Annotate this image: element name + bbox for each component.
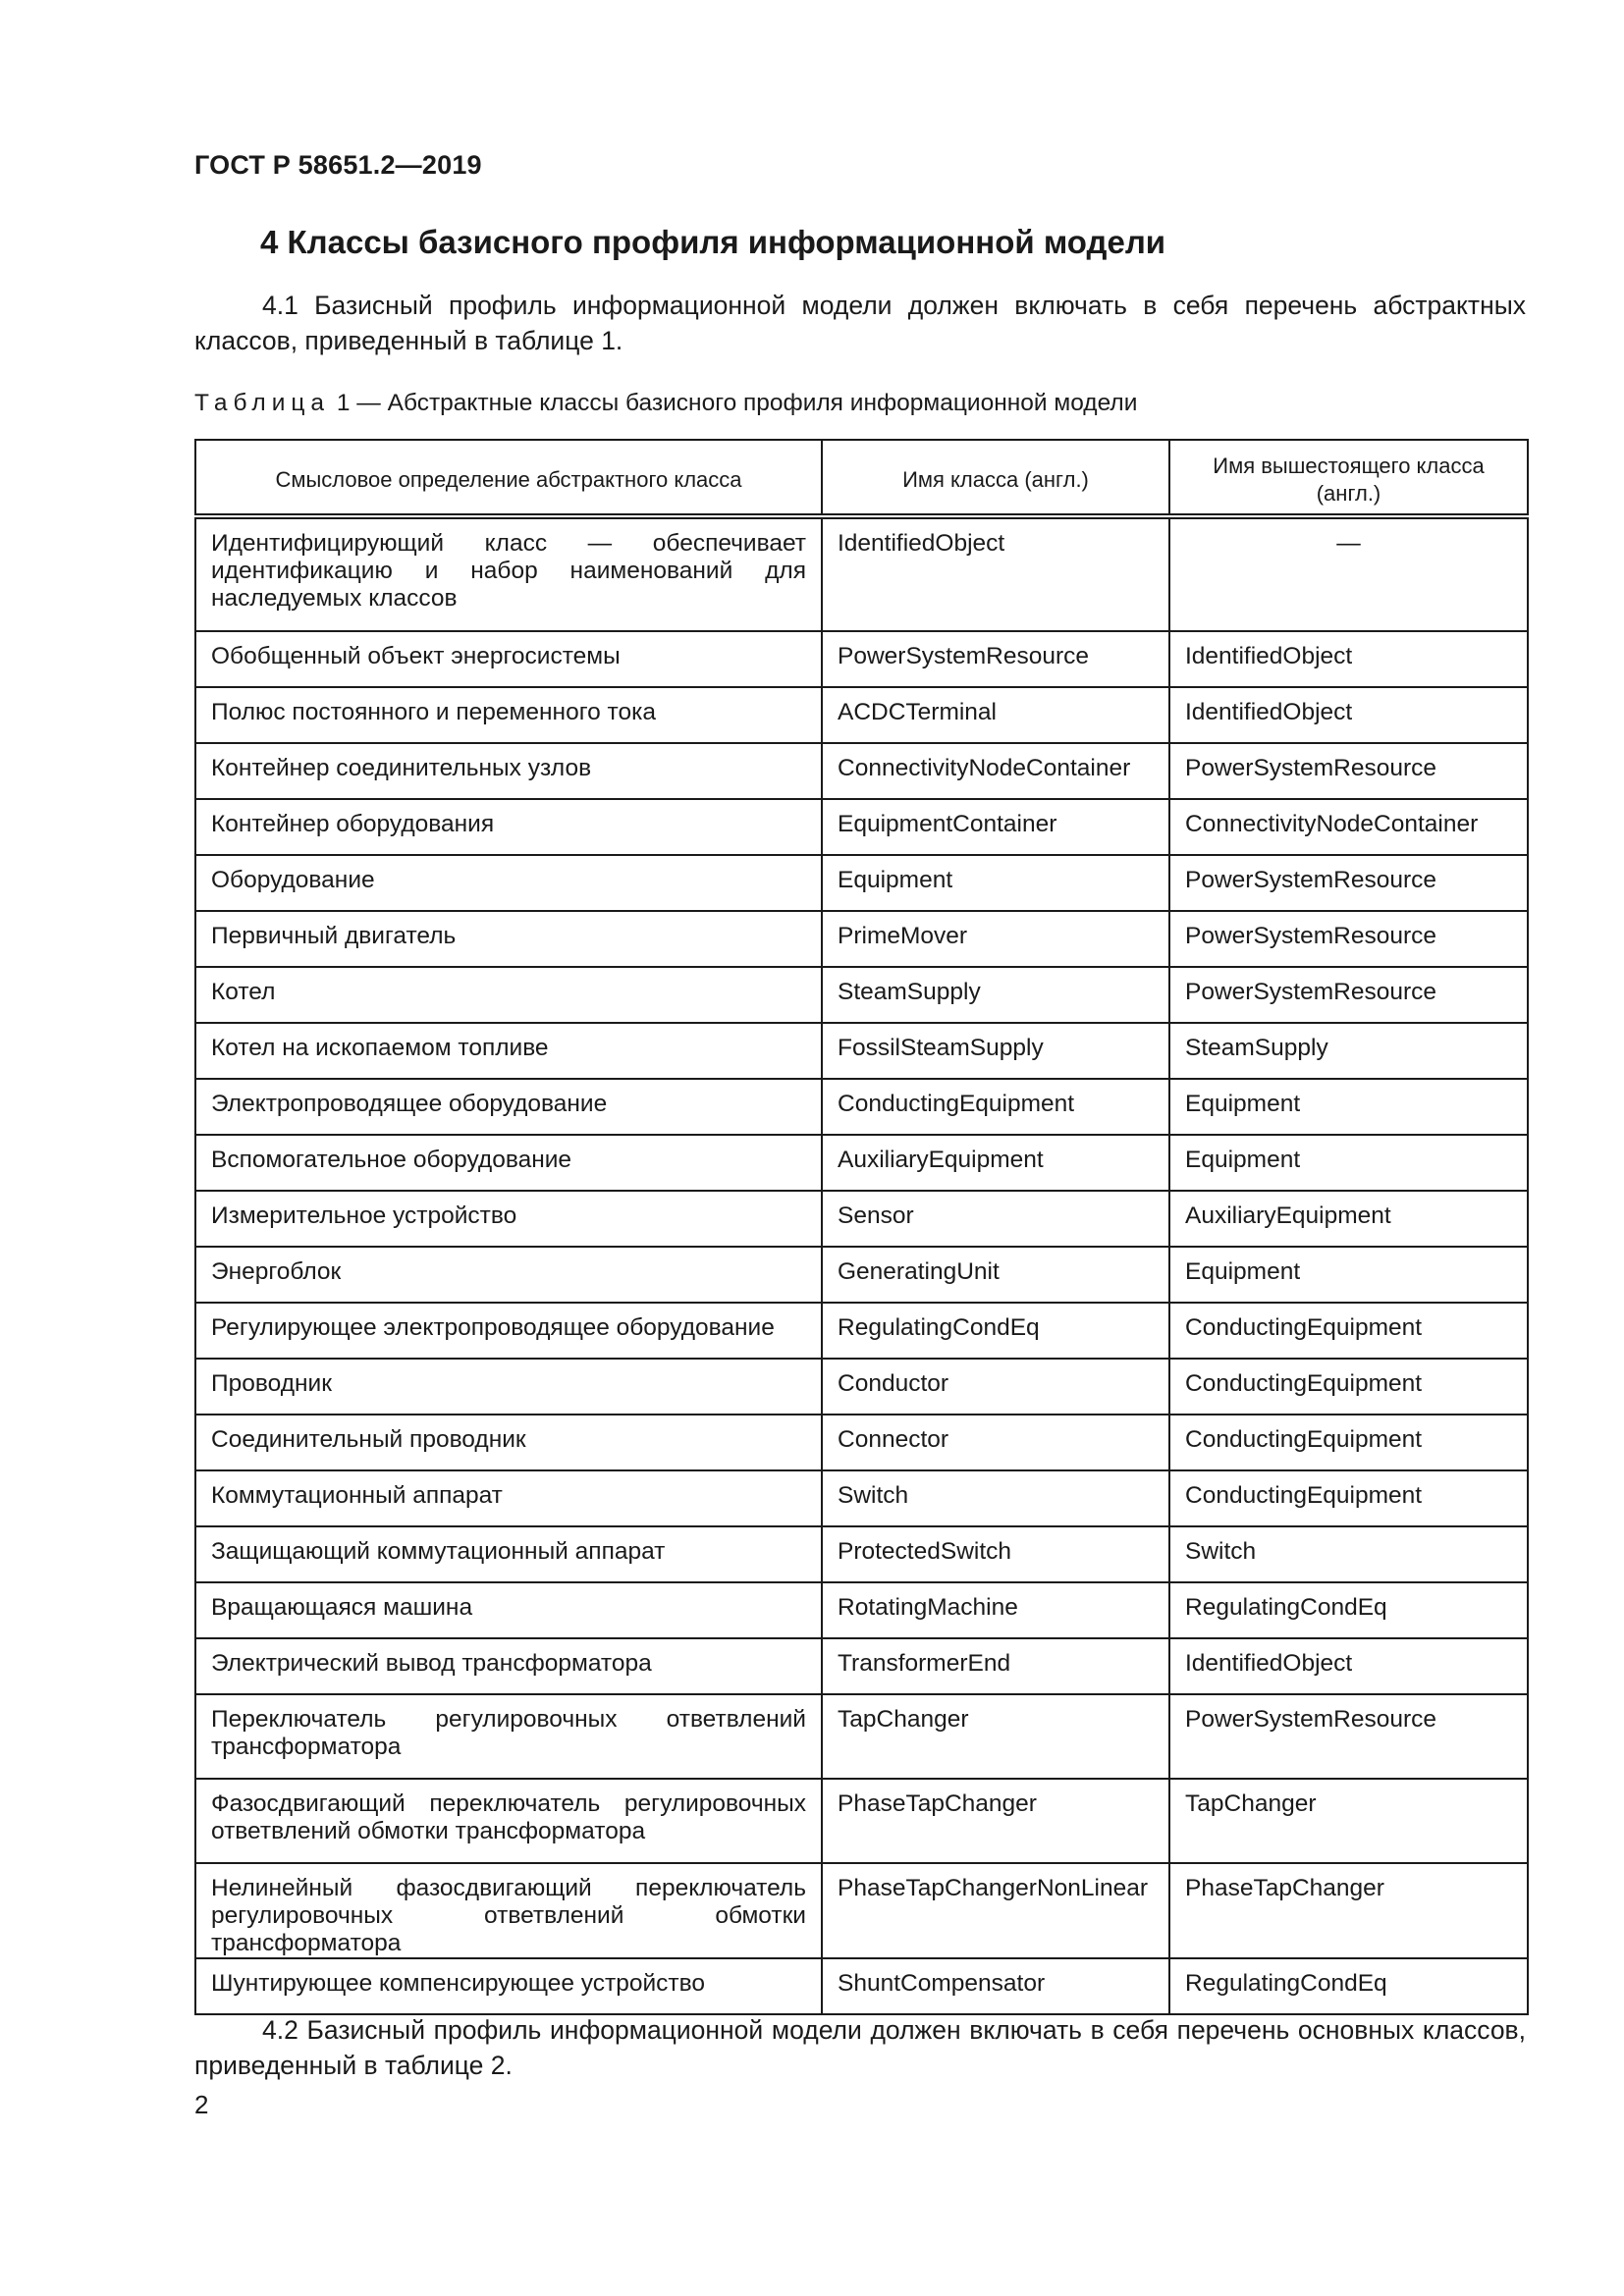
- cell-parent-class: Equipment: [1169, 1079, 1528, 1135]
- cell-parent-class: PowerSystemResource: [1169, 1694, 1528, 1779]
- cell-definition: Фазосдвигающий переключатель регулировочных ответвлений обмотки трансформатора: [195, 1779, 822, 1863]
- table-row: [195, 1958, 1528, 2014]
- header-definition: Смысловое определение абстрактного класса: [195, 440, 822, 516]
- cell-definition: Оборудование: [195, 855, 822, 911]
- cell-parent-class: PhaseTapChanger: [1169, 1863, 1528, 1958]
- header-class-name: Имя класса (англ.): [822, 440, 1169, 516]
- table-caption-label: Таблица: [194, 390, 331, 416]
- cell-definition: Измерительное устройство: [195, 1191, 822, 1247]
- cell-definition: Нелинейный фазосдвигающий переключатель регулировочных ответвлений обмотки трансформатора: [195, 1863, 822, 1958]
- cell-class-name: Sensor: [822, 1191, 1169, 1247]
- cell-definition: Идентифицирующий класс — обеспечивает идентификацию и набор наименований для наследуемых классов: [195, 516, 822, 631]
- cell-parent-class: Equipment: [1169, 1135, 1528, 1191]
- cell-definition: Контейнер соединительных узлов: [195, 743, 822, 799]
- table-row: [195, 1359, 1528, 1415]
- cell-parent-class: PowerSystemResource: [1169, 743, 1528, 799]
- cell-definition: Вращающаяся машина: [195, 1582, 822, 1638]
- table-row: [195, 1247, 1528, 1303]
- cell-class-name: EquipmentContainer: [822, 799, 1169, 855]
- cell-definition: Шунтирующее компенсирующее устройство: [195, 1958, 822, 2014]
- table-row: [195, 911, 1528, 967]
- section-title: 4 Классы базисного профиля информационной модели: [260, 224, 1166, 260]
- cell-class-name: Equipment: [822, 855, 1169, 911]
- cell-class-name: TapChanger: [822, 1694, 1169, 1779]
- cell-class-name: RotatingMachine: [822, 1582, 1169, 1638]
- cell-parent-class: ConductingEquipment: [1169, 1415, 1528, 1470]
- abstract-classes-table: [194, 439, 1529, 2015]
- cell-parent-class: Switch: [1169, 1526, 1528, 1582]
- cell-parent-class: IdentifiedObject: [1169, 687, 1528, 743]
- table-caption: [194, 390, 1137, 417]
- table-row: [195, 631, 1528, 687]
- table-header-row: [195, 440, 1528, 516]
- cell-parent-class: SteamSupply: [1169, 1023, 1528, 1079]
- cell-definition: Коммутационный аппарат: [195, 1470, 822, 1526]
- cell-parent-class: IdentifiedObject: [1169, 1638, 1528, 1694]
- table-row: [195, 1526, 1528, 1582]
- cell-parent-class: ConductingEquipment: [1169, 1303, 1528, 1359]
- cell-definition: Котел на ископаемом топливе: [195, 1023, 822, 1079]
- cell-definition: Регулирующее электропроводящее оборудование: [195, 1303, 822, 1359]
- cell-parent-class: —: [1169, 516, 1528, 631]
- cell-definition: Защищающий коммутационный аппарат: [195, 1526, 822, 1582]
- table-row: [195, 1638, 1528, 1694]
- paragraph-4-2: [194, 2012, 1526, 2083]
- table-row: [195, 1863, 1528, 1958]
- cell-class-name: SteamSupply: [822, 967, 1169, 1023]
- cell-parent-class: ConnectivityNodeContainer: [1169, 799, 1528, 855]
- cell-definition: Первичный двигатель: [195, 911, 822, 967]
- cell-class-name: PhaseTapChangerNonLinear: [822, 1863, 1169, 1958]
- cell-definition: Вспомогательное оборудование: [195, 1135, 822, 1191]
- table-row: [195, 1135, 1528, 1191]
- table-row: [195, 1779, 1528, 1863]
- cell-class-name: ACDCTerminal: [822, 687, 1169, 743]
- cell-class-name: Connector: [822, 1415, 1169, 1470]
- paragraph-4-1-text: 4.1 Базисный профиль информационной модели должен включать в себя перечень абстрактных классов, приведенный в таблице 1.: [194, 291, 1526, 355]
- cell-parent-class: ConductingEquipment: [1169, 1359, 1528, 1415]
- table-row: [195, 1303, 1528, 1359]
- cell-class-name: ShuntCompensator: [822, 1958, 1169, 2014]
- cell-parent-class: RegulatingCondEq: [1169, 1958, 1528, 2014]
- cell-class-name: PhaseTapChanger: [822, 1779, 1169, 1863]
- cell-parent-class: PowerSystemResource: [1169, 967, 1528, 1023]
- cell-parent-class: RegulatingCondEq: [1169, 1582, 1528, 1638]
- cell-definition: Обобщенный объект энергосистемы: [195, 631, 822, 687]
- cell-parent-class: TapChanger: [1169, 1779, 1528, 1863]
- cell-definition: Электрический вывод трансформатора: [195, 1638, 822, 1694]
- cell-class-name: ConnectivityNodeContainer: [822, 743, 1169, 799]
- header-parent-class: Имя вышестоящего класса (англ.): [1169, 440, 1528, 516]
- cell-class-name: ProtectedSwitch: [822, 1526, 1169, 1582]
- cell-class-name: PowerSystemResource: [822, 631, 1169, 687]
- table-row: [195, 799, 1528, 855]
- cell-parent-class: IdentifiedObject: [1169, 631, 1528, 687]
- cell-parent-class: PowerSystemResource: [1169, 911, 1528, 967]
- table-row: [195, 1023, 1528, 1079]
- table-row: [195, 1694, 1528, 1779]
- cell-definition: Переключатель регулировочных ответвлений трансформатора: [195, 1694, 822, 1779]
- cell-class-name: IdentifiedObject: [822, 516, 1169, 631]
- cell-parent-class: AuxiliaryEquipment: [1169, 1191, 1528, 1247]
- table-row: [195, 1191, 1528, 1247]
- table-row: [195, 855, 1528, 911]
- table-row: [195, 743, 1528, 799]
- paragraph-4-2-text: 4.2 Базисный профиль информационной модели должен включать в себя перечень основных классов, приведенный в таблице 2.: [194, 2015, 1526, 2080]
- cell-definition: Проводник: [195, 1359, 822, 1415]
- cell-class-name: Switch: [822, 1470, 1169, 1526]
- paragraph-4-1: [194, 288, 1526, 358]
- cell-parent-class: ConductingEquipment: [1169, 1470, 1528, 1526]
- table-row: [195, 1079, 1528, 1135]
- page-number: 2: [194, 2090, 209, 2119]
- table-row: [195, 1582, 1528, 1638]
- cell-definition: Энергоблок: [195, 1247, 822, 1303]
- cell-parent-class: PowerSystemResource: [1169, 855, 1528, 911]
- table-caption-text: 1 — Абстрактные классы базисного профиля информационной модели: [336, 390, 1138, 416]
- cell-class-name: PrimeMover: [822, 911, 1169, 967]
- cell-class-name: FossilSteamSupply: [822, 1023, 1169, 1079]
- cell-definition: Электропроводящее оборудование: [195, 1079, 822, 1135]
- cell-definition: Соединительный проводник: [195, 1415, 822, 1470]
- cell-class-name: Conductor: [822, 1359, 1169, 1415]
- table-row: [195, 687, 1528, 743]
- table-row: [195, 1470, 1528, 1526]
- cell-class-name: TransformerEnd: [822, 1638, 1169, 1694]
- cell-class-name: GeneratingUnit: [822, 1247, 1169, 1303]
- cell-definition: Контейнер оборудования: [195, 799, 822, 855]
- cell-class-name: AuxiliaryEquipment: [822, 1135, 1169, 1191]
- cell-parent-class: Equipment: [1169, 1247, 1528, 1303]
- table-row: [195, 1415, 1528, 1470]
- document-id: ГОСТ Р 58651.2—2019: [194, 150, 482, 180]
- table-body: [195, 516, 1528, 2014]
- cell-definition: Полюс постоянного и переменного тока: [195, 687, 822, 743]
- cell-class-name: RegulatingCondEq: [822, 1303, 1169, 1359]
- cell-class-name: ConductingEquipment: [822, 1079, 1169, 1135]
- table-row: [195, 516, 1528, 631]
- cell-definition: Котел: [195, 967, 822, 1023]
- table-row: [195, 967, 1528, 1023]
